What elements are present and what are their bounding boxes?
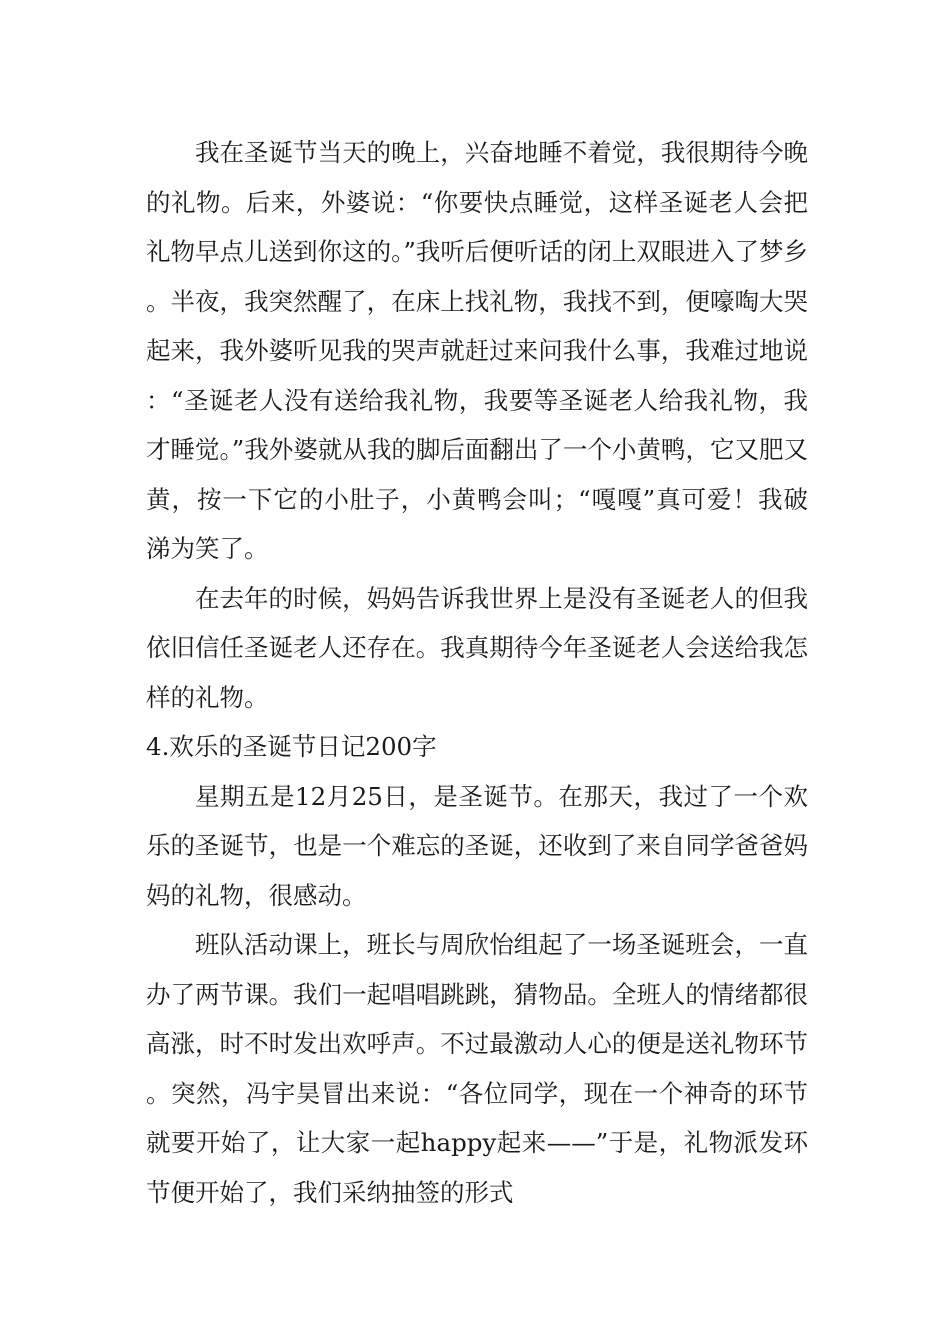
paragraph-last-year: 在去年的时候，妈妈告诉我世界上是没有圣诞老人的但我依旧信任圣诞老人还存在。我真期待今年圣诞老人会送给我怎样的礼物。 xyxy=(146,583,808,712)
paragraph-class-party: 班队活动课上，班长与周欣怡组起了一场圣诞班会，一直办了两节课。我们一起唱唱跳跳，猜物品。全班人的情绪都很高涨，时不时发出欢呼声。不过最激动人心的便是送礼物环节。突然，冯宇昊冒出来说：“各位同学，现在一个神奇的环节就要开始了，让大家一起happy起来——”于是，礼物派发环节便开始了，我们采纳抽签的形式 xyxy=(146,930,808,1207)
paragraph-christmas-night: 我在圣诞节当天的晚上，兴奋地睡不着觉，我很期待今晚的礼物。后来，外婆说：“你要快点睡觉，这样圣诞老人会把礼物早点儿送到你这的。”我听后便听话的闭上双眼进入了梦乡。半夜，我突然醒了，在床上找礼物，我找不到，便嚎啕大哭起来，我外婆听见我的哭声就赶过来问我什么事，我难过地说：“圣诞老人没有送给我礼物，我要等圣诞老人给我礼物，我才睡觉。”我外婆就从我的脚后面翻出了一个小黄鸭，它又肥又黄，按一下它的小肚子，小黄鸭会叫；“嘎嘎”真可爱！我破涕为笑了。 xyxy=(146,138,808,563)
document-body xyxy=(146,128,808,1217)
section-heading: 4.欢乐的圣诞节日记200字 xyxy=(146,732,437,761)
paragraph-friday: 星期五是12月25日，是圣诞节。在那天，我过了一个欢乐的圣诞节，也是一个难忘的圣诞，还收到了来自同学爸爸妈妈的礼物，很感动。 xyxy=(146,781,808,910)
